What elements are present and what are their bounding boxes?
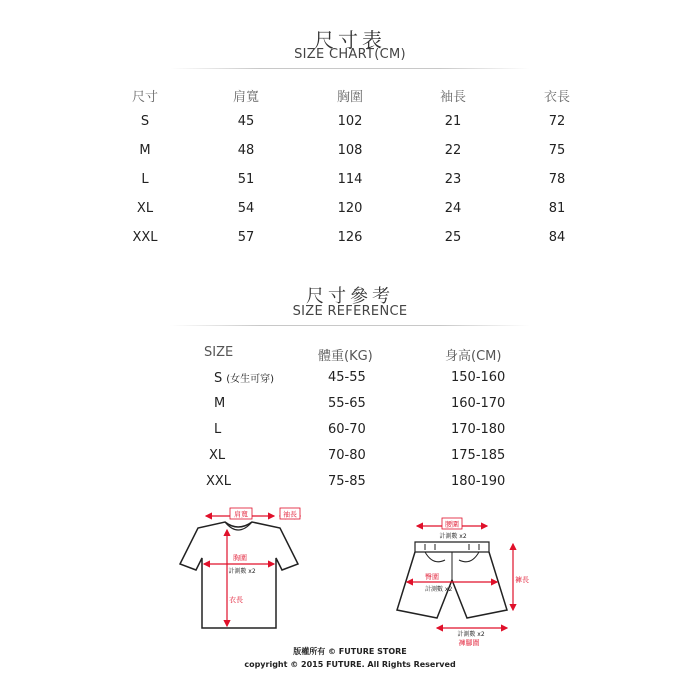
cell-shoulder: 54	[237, 201, 255, 216]
copyright-line-2: copyright © 2015 FUTURE. All Rights Reserved	[244, 660, 456, 669]
size-chart-divider	[170, 68, 530, 69]
cell-size: XXL	[132, 230, 158, 245]
cell-length: 84	[548, 230, 566, 245]
ref-cell-size: M	[214, 396, 226, 411]
ref-size-note: (女生可穿)	[226, 374, 275, 385]
ref-cell-height: 150-160	[451, 370, 506, 385]
cell-length: 81	[548, 201, 566, 216]
shorts-length-label: 褲長	[515, 576, 529, 584]
copyright-line-1: 版權所有 © FUTURE STORE	[293, 647, 407, 656]
header-chest: 胸圍	[336, 90, 363, 105]
ref-cell-height: 160-170	[451, 396, 506, 411]
cell-shoulder: 48	[237, 143, 255, 158]
cell-sleeve: 21	[444, 114, 462, 129]
ref-cell-weight: 70-80	[328, 448, 366, 463]
ref-size-label: S	[214, 371, 223, 386]
ref-cell-weight: 60-70	[328, 422, 366, 437]
cell-sleeve: 23	[444, 172, 462, 187]
sleeve-label: 袖長	[283, 510, 297, 519]
cell-shoulder: 51	[237, 172, 255, 187]
copyright-block	[0, 645, 700, 671]
cell-chest: 120	[337, 201, 363, 216]
ref-header-size: SIZE	[204, 345, 234, 360]
ref-cell-height: 180-190	[451, 474, 506, 489]
header-length: 衣長	[543, 90, 570, 105]
ref-header-weight: 體重(KG)	[318, 349, 373, 364]
length-label: 衣長	[229, 596, 243, 604]
header-shoulder: 肩寬	[232, 90, 259, 105]
cell-chest: 108	[337, 143, 363, 158]
hip-label: 臀圍	[425, 573, 439, 581]
size-chart-subtitle: SIZE CHART(CM)	[294, 47, 406, 62]
ref-cell-size	[214, 370, 274, 386]
cell-size: L	[141, 172, 149, 187]
size-reference-divider	[170, 325, 530, 326]
cell-sleeve: 25	[444, 230, 462, 245]
cell-length: 75	[548, 143, 566, 158]
hem-note: 計測數 x2	[457, 631, 485, 638]
ref-cell-weight: 55-65	[328, 396, 366, 411]
cell-shoulder: 45	[237, 114, 255, 129]
cell-chest: 114	[337, 172, 363, 187]
ref-cell-weight: 45-55	[328, 370, 366, 385]
ref-cell-size: L	[214, 422, 222, 437]
ref-cell-weight: 75-85	[328, 474, 366, 489]
hem-label: 褲腳圍	[458, 639, 480, 647]
size-reference-subtitle: SIZE REFERENCE	[292, 304, 408, 319]
cell-sleeve: 22	[444, 143, 462, 158]
cell-length: 78	[548, 172, 566, 187]
shorts-waistband	[415, 542, 489, 552]
chest-label: 胸圍	[233, 554, 247, 562]
cell-chest: 126	[337, 230, 363, 245]
ref-cell-height: 175-185	[451, 448, 506, 463]
tshirt-diagram	[170, 500, 330, 640]
ref-cell-size: XL	[209, 448, 226, 463]
hip-note: 計測數 x2	[425, 586, 453, 593]
ref-cell-size: XXL	[206, 474, 232, 489]
shorts-diagram	[375, 510, 535, 650]
shoulder-label: 肩寬	[234, 510, 248, 519]
ref-cell-height: 170-180	[451, 422, 506, 437]
waist-label: 腰圍	[445, 520, 459, 529]
cell-length: 72	[548, 114, 566, 129]
cell-size: XL	[136, 201, 154, 216]
ref-header-height: 身高(CM)	[445, 349, 502, 364]
tshirt-collar	[225, 522, 252, 530]
cell-chest: 102	[337, 114, 363, 129]
size-chart-title: 尺寸表	[314, 28, 386, 52]
tshirt-outline	[180, 522, 298, 628]
size-reference-title: 尺寸參考	[306, 286, 394, 307]
header-sleeve: 袖長	[439, 90, 466, 105]
cell-size: S	[140, 114, 150, 129]
header-size: 尺寸	[131, 90, 158, 105]
cell-shoulder: 57	[237, 230, 255, 245]
waist-note: 計測數 x2	[439, 533, 467, 540]
cell-sleeve: 24	[444, 201, 462, 216]
cell-size: M	[139, 143, 151, 158]
chest-note: 計測數 x2	[228, 568, 256, 575]
